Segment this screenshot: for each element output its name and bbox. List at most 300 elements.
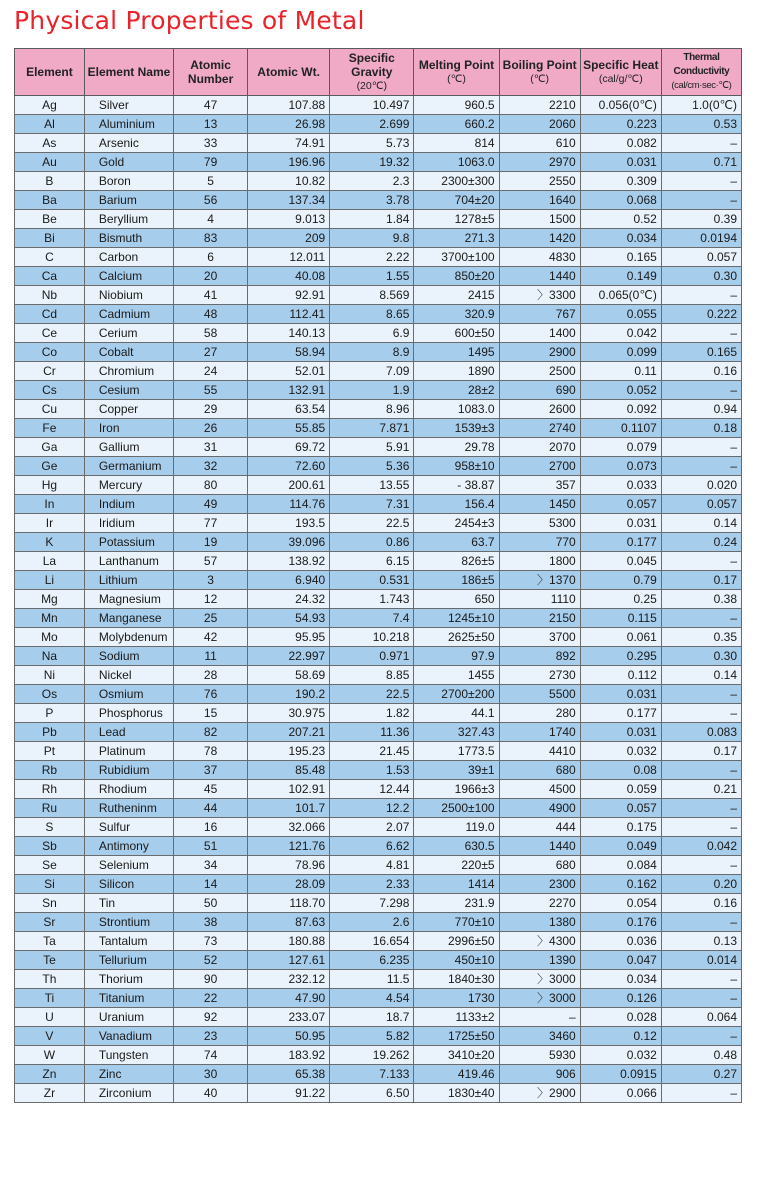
cell-symbol: V bbox=[15, 1027, 85, 1046]
cell-element-name: Osmium bbox=[84, 685, 173, 704]
cell-specific-heat: 0.059 bbox=[580, 780, 661, 799]
cell-atomic-number: 74 bbox=[174, 1046, 248, 1065]
cell-element-name: Antimony bbox=[84, 837, 173, 856]
table-row bbox=[15, 533, 742, 552]
cell-melting-point: 186±5 bbox=[414, 571, 499, 590]
cell-element-name: Mercury bbox=[84, 476, 173, 495]
cell-element-name: Magnesium bbox=[84, 590, 173, 609]
cell-specific-heat: 0.177 bbox=[580, 704, 661, 723]
cell-atomic-number: 73 bbox=[174, 932, 248, 951]
cell-specific-gravity: 5.73 bbox=[330, 134, 414, 153]
cell-symbol: Th bbox=[15, 970, 85, 989]
cell-atomic-number: 19 bbox=[174, 533, 248, 552]
table-row bbox=[15, 96, 742, 115]
cell-symbol: Mo bbox=[15, 628, 85, 647]
cell-specific-heat: 0.031 bbox=[580, 514, 661, 533]
cell-atomic-number: 82 bbox=[174, 723, 248, 742]
cell-specific-heat: 0.061 bbox=[580, 628, 661, 647]
cell-specific-gravity: 8.96 bbox=[330, 400, 414, 419]
cell-atomic-number: 77 bbox=[174, 514, 248, 533]
cell-melting-point: 231.9 bbox=[414, 894, 499, 913]
cell-atomic-number: 51 bbox=[174, 837, 248, 856]
cell-element-name: Tin bbox=[84, 894, 173, 913]
cell-atomic-wt: 87.63 bbox=[248, 913, 330, 932]
cell-element-name: Strontium bbox=[84, 913, 173, 932]
cell-thermal-conductivity: 0.39 bbox=[661, 210, 741, 229]
cell-specific-gravity: 10.218 bbox=[330, 628, 414, 647]
cell-boiling-point: 1110 bbox=[499, 590, 580, 609]
cell-boiling-point: 2700 bbox=[499, 457, 580, 476]
cell-melting-point: 419.46 bbox=[414, 1065, 499, 1084]
cell-atomic-wt: 40.08 bbox=[248, 267, 330, 286]
cell-atomic-number: 49 bbox=[174, 495, 248, 514]
cell-melting-point: 1966±3 bbox=[414, 780, 499, 799]
table-row bbox=[15, 419, 742, 438]
cell-thermal-conductivity: 0.27 bbox=[661, 1065, 741, 1084]
cell-specific-gravity: 2.3 bbox=[330, 172, 414, 191]
cell-atomic-wt: 183.92 bbox=[248, 1046, 330, 1065]
cell-specific-gravity: 7.31 bbox=[330, 495, 414, 514]
cell-element-name: Silicon bbox=[84, 875, 173, 894]
cell-boiling-point: 4830 bbox=[499, 248, 580, 267]
cell-element-name: Lanthanum bbox=[84, 552, 173, 571]
cell-melting-point: 1830±40 bbox=[414, 1084, 499, 1103]
cell-atomic-wt: 50.95 bbox=[248, 1027, 330, 1046]
cell-melting-point: 600±50 bbox=[414, 324, 499, 343]
cell-melting-point: 2415 bbox=[414, 286, 499, 305]
cell-atomic-number: 16 bbox=[174, 818, 248, 837]
cell-atomic-wt: 6.940 bbox=[248, 571, 330, 590]
cell-specific-heat: 0.065(0℃) bbox=[580, 286, 661, 305]
cell-boiling-point: 1380 bbox=[499, 913, 580, 932]
cell-atomic-number: 13 bbox=[174, 115, 248, 134]
cell-atomic-number: 34 bbox=[174, 856, 248, 875]
cell-melting-point: 320.9 bbox=[414, 305, 499, 324]
cell-thermal-conductivity: 0.057 bbox=[661, 495, 741, 514]
cell-element-name: Rhodium bbox=[84, 780, 173, 799]
table-row bbox=[15, 856, 742, 875]
table-row bbox=[15, 894, 742, 913]
cell-thermal-conductivity: 0.16 bbox=[661, 362, 741, 381]
cell-symbol: Co bbox=[15, 343, 85, 362]
cell-atomic-number: 25 bbox=[174, 609, 248, 628]
cell-element-name: Sodium bbox=[84, 647, 173, 666]
cell-boiling-point: 4410 bbox=[499, 742, 580, 761]
header-atomic-number: Atomic Number bbox=[174, 49, 248, 96]
header-specific-heat: Specific Heat (cal/g/℃) bbox=[580, 49, 661, 96]
table-row bbox=[15, 267, 742, 286]
cell-specific-heat: 0.1107 bbox=[580, 419, 661, 438]
cell-melting-point: 450±10 bbox=[414, 951, 499, 970]
cell-boiling-point: 2730 bbox=[499, 666, 580, 685]
cell-symbol: Se bbox=[15, 856, 85, 875]
cell-atomic-wt: 69.72 bbox=[248, 438, 330, 457]
cell-symbol: Al bbox=[15, 115, 85, 134]
table-row bbox=[15, 1046, 742, 1065]
cell-atomic-wt: 58.94 bbox=[248, 343, 330, 362]
cell-atomic-wt: 233.07 bbox=[248, 1008, 330, 1027]
cell-atomic-number: 3 bbox=[174, 571, 248, 590]
cell-boiling-point: 2550 bbox=[499, 172, 580, 191]
cell-atomic-wt: 92.91 bbox=[248, 286, 330, 305]
cell-melting-point: 44.1 bbox=[414, 704, 499, 723]
cell-atomic-number: 31 bbox=[174, 438, 248, 457]
cell-element-name: Iron bbox=[84, 419, 173, 438]
cell-boiling-point: 2070 bbox=[499, 438, 580, 457]
cell-specific-heat: 0.057 bbox=[580, 799, 661, 818]
cell-specific-gravity: 4.54 bbox=[330, 989, 414, 1008]
cell-boiling-point: 4500 bbox=[499, 780, 580, 799]
cell-atomic-number: 92 bbox=[174, 1008, 248, 1027]
cell-melting-point: 2700±200 bbox=[414, 685, 499, 704]
cell-symbol: Ba bbox=[15, 191, 85, 210]
table-row bbox=[15, 685, 742, 704]
cell-atomic-wt: 12.011 bbox=[248, 248, 330, 267]
cell-specific-gravity: 9.8 bbox=[330, 229, 414, 248]
cell-boiling-point: 1740 bbox=[499, 723, 580, 742]
cell-thermal-conductivity: – bbox=[661, 704, 741, 723]
cell-specific-gravity: 4.81 bbox=[330, 856, 414, 875]
cell-specific-heat: 0.099 bbox=[580, 343, 661, 362]
cell-specific-gravity: 0.531 bbox=[330, 571, 414, 590]
cell-element-name: Carbon bbox=[84, 248, 173, 267]
cell-thermal-conductivity: 0.94 bbox=[661, 400, 741, 419]
cell-specific-gravity: 8.65 bbox=[330, 305, 414, 324]
table-row bbox=[15, 457, 742, 476]
cell-specific-heat: 0.223 bbox=[580, 115, 661, 134]
cell-thermal-conductivity: 0.042 bbox=[661, 837, 741, 856]
cell-specific-heat: 0.032 bbox=[580, 1046, 661, 1065]
cell-specific-heat: 0.52 bbox=[580, 210, 661, 229]
cell-atomic-number: 50 bbox=[174, 894, 248, 913]
cell-symbol: Pb bbox=[15, 723, 85, 742]
cell-atomic-number: 52 bbox=[174, 951, 248, 970]
cell-element-name: Manganese bbox=[84, 609, 173, 628]
cell-atomic-wt: 140.13 bbox=[248, 324, 330, 343]
cell-melting-point: 630.5 bbox=[414, 837, 499, 856]
table-row bbox=[15, 723, 742, 742]
cell-thermal-conductivity: – bbox=[661, 685, 741, 704]
cell-boiling-point: 610 bbox=[499, 134, 580, 153]
cell-boiling-point: 2210 bbox=[499, 96, 580, 115]
cell-atomic-number: 76 bbox=[174, 685, 248, 704]
cell-thermal-conductivity: 0.24 bbox=[661, 533, 741, 552]
table-row bbox=[15, 514, 742, 533]
cell-specific-gravity: 21.45 bbox=[330, 742, 414, 761]
cell-specific-heat: 0.149 bbox=[580, 267, 661, 286]
cell-symbol: Hg bbox=[15, 476, 85, 495]
cell-melting-point: 29.78 bbox=[414, 438, 499, 457]
cell-element-name: Aluminium bbox=[84, 115, 173, 134]
cell-melting-point: 960.5 bbox=[414, 96, 499, 115]
header-specific-gravity: Specific Gravity (20℃) bbox=[330, 49, 414, 96]
cell-thermal-conductivity: – bbox=[661, 191, 741, 210]
cell-melting-point: 1245±10 bbox=[414, 609, 499, 628]
cell-element-name: Indium bbox=[84, 495, 173, 514]
cell-melting-point: 28±2 bbox=[414, 381, 499, 400]
table-row bbox=[15, 1027, 742, 1046]
cell-specific-heat: 0.045 bbox=[580, 552, 661, 571]
cell-symbol: Ag bbox=[15, 96, 85, 115]
cell-atomic-wt: 195.23 bbox=[248, 742, 330, 761]
cell-atomic-wt: 196.96 bbox=[248, 153, 330, 172]
cell-specific-heat: 0.052 bbox=[580, 381, 661, 400]
cell-boiling-point: 767 bbox=[499, 305, 580, 324]
cell-specific-gravity: 11.5 bbox=[330, 970, 414, 989]
cell-thermal-conductivity: 0.0194 bbox=[661, 229, 741, 248]
cell-specific-heat: 0.176 bbox=[580, 913, 661, 932]
cell-atomic-number: 80 bbox=[174, 476, 248, 495]
cell-boiling-point: 〉3300 bbox=[499, 286, 580, 305]
cell-specific-heat: 0.177 bbox=[580, 533, 661, 552]
cell-atomic-wt: 85.48 bbox=[248, 761, 330, 780]
cell-thermal-conductivity: 0.71 bbox=[661, 153, 741, 172]
cell-atomic-wt: 114.76 bbox=[248, 495, 330, 514]
table-row bbox=[15, 552, 742, 571]
cell-symbol: Ca bbox=[15, 267, 85, 286]
cell-atomic-number: 20 bbox=[174, 267, 248, 286]
cell-symbol: Au bbox=[15, 153, 85, 172]
cell-thermal-conductivity: 0.165 bbox=[661, 343, 741, 362]
cell-melting-point: 327.43 bbox=[414, 723, 499, 742]
cell-boiling-point: 〉1370 bbox=[499, 571, 580, 590]
cell-symbol: B bbox=[15, 172, 85, 191]
cell-atomic-number: 11 bbox=[174, 647, 248, 666]
table-row bbox=[15, 362, 742, 381]
cell-atomic-wt: 91.22 bbox=[248, 1084, 330, 1103]
table-row bbox=[15, 989, 742, 1008]
cell-specific-heat: 0.057 bbox=[580, 495, 661, 514]
cell-specific-heat: 0.034 bbox=[580, 229, 661, 248]
cell-element-name: Tungsten bbox=[84, 1046, 173, 1065]
cell-symbol: Te bbox=[15, 951, 85, 970]
cell-melting-point: 1455 bbox=[414, 666, 499, 685]
cell-symbol: Ge bbox=[15, 457, 85, 476]
cell-specific-gravity: 12.44 bbox=[330, 780, 414, 799]
cell-specific-gravity: 6.235 bbox=[330, 951, 414, 970]
cell-symbol: Ce bbox=[15, 324, 85, 343]
cell-atomic-wt: 207.21 bbox=[248, 723, 330, 742]
cell-symbol: Cr bbox=[15, 362, 85, 381]
cell-melting-point: 2500±100 bbox=[414, 799, 499, 818]
cell-boiling-point: 2740 bbox=[499, 419, 580, 438]
specific-heat-unit: (cal/g/℃) bbox=[598, 73, 643, 85]
cell-atomic-wt: 180.88 bbox=[248, 932, 330, 951]
table-row bbox=[15, 1065, 742, 1084]
table-row bbox=[15, 343, 742, 362]
cell-atomic-wt: 28.09 bbox=[248, 875, 330, 894]
cell-atomic-number: 48 bbox=[174, 305, 248, 324]
cell-specific-gravity: 13.55 bbox=[330, 476, 414, 495]
cell-symbol: Be bbox=[15, 210, 85, 229]
cell-element-name: Arsenic bbox=[84, 134, 173, 153]
cell-atomic-number: 40 bbox=[174, 1084, 248, 1103]
cell-thermal-conductivity: – bbox=[661, 913, 741, 932]
cell-specific-heat: 0.031 bbox=[580, 153, 661, 172]
table-row bbox=[15, 400, 742, 419]
cell-symbol: Ti bbox=[15, 989, 85, 1008]
cell-symbol: In bbox=[15, 495, 85, 514]
cell-boiling-point: 〉3000 bbox=[499, 989, 580, 1008]
melting-point-unit: (℃) bbox=[447, 73, 466, 85]
cell-symbol: Mg bbox=[15, 590, 85, 609]
cell-boiling-point: 3460 bbox=[499, 1027, 580, 1046]
cell-element-name: Zirconium bbox=[84, 1084, 173, 1103]
cell-specific-gravity: 1.9 bbox=[330, 381, 414, 400]
table-row bbox=[15, 913, 742, 932]
table-row bbox=[15, 248, 742, 267]
cell-atomic-number: 33 bbox=[174, 134, 248, 153]
cell-symbol: P bbox=[15, 704, 85, 723]
header-melting-point: Melting Point (℃) bbox=[414, 49, 499, 96]
cell-melting-point: 63.7 bbox=[414, 533, 499, 552]
cell-element-name: Silver bbox=[84, 96, 173, 115]
cell-symbol: Zn bbox=[15, 1065, 85, 1084]
cell-thermal-conductivity: – bbox=[661, 609, 741, 628]
cell-boiling-point: 690 bbox=[499, 381, 580, 400]
cell-specific-heat: 0.033 bbox=[580, 476, 661, 495]
cell-boiling-point: 1450 bbox=[499, 495, 580, 514]
cell-atomic-number: 5 bbox=[174, 172, 248, 191]
cell-element-name: Gallium bbox=[84, 438, 173, 457]
cell-thermal-conductivity: 0.30 bbox=[661, 647, 741, 666]
cell-boiling-point: 2300 bbox=[499, 875, 580, 894]
cell-boiling-point: 280 bbox=[499, 704, 580, 723]
cell-specific-heat: 0.031 bbox=[580, 685, 661, 704]
cell-atomic-wt: 112.41 bbox=[248, 305, 330, 324]
cell-symbol: Cs bbox=[15, 381, 85, 400]
cell-specific-gravity: 1.55 bbox=[330, 267, 414, 286]
cell-specific-gravity: 1.82 bbox=[330, 704, 414, 723]
cell-boiling-point: 1800 bbox=[499, 552, 580, 571]
cell-element-name: Bismuth bbox=[84, 229, 173, 248]
cell-thermal-conductivity: – bbox=[661, 286, 741, 305]
cell-atomic-number: 83 bbox=[174, 229, 248, 248]
cell-thermal-conductivity: – bbox=[661, 381, 741, 400]
cell-atomic-wt: 190.2 bbox=[248, 685, 330, 704]
cell-boiling-point: 680 bbox=[499, 856, 580, 875]
cell-melting-point: 1133±2 bbox=[414, 1008, 499, 1027]
cell-element-name: Calcium bbox=[84, 267, 173, 286]
cell-melting-point: 220±5 bbox=[414, 856, 499, 875]
cell-atomic-wt: 55.85 bbox=[248, 419, 330, 438]
cell-atomic-number: 4 bbox=[174, 210, 248, 229]
cell-boiling-point: 〉3000 bbox=[499, 970, 580, 989]
cell-melting-point: 958±10 bbox=[414, 457, 499, 476]
table-row bbox=[15, 305, 742, 324]
cell-atomic-number: 38 bbox=[174, 913, 248, 932]
cell-boiling-point: – bbox=[499, 1008, 580, 1027]
cell-atomic-number: 26 bbox=[174, 419, 248, 438]
cell-specific-heat: 0.12 bbox=[580, 1027, 661, 1046]
cell-thermal-conductivity: 0.014 bbox=[661, 951, 741, 970]
cell-symbol: Rb bbox=[15, 761, 85, 780]
header-thermal-conductivity: Thermal Conductivity (cal/cm·sec·℃) bbox=[661, 49, 741, 96]
cell-symbol: Ta bbox=[15, 932, 85, 951]
table-body bbox=[15, 96, 742, 1103]
cell-melting-point: 826±5 bbox=[414, 552, 499, 571]
cell-specific-gravity: 7.4 bbox=[330, 609, 414, 628]
cell-boiling-point: 3700 bbox=[499, 628, 580, 647]
cell-symbol: La bbox=[15, 552, 85, 571]
cell-melting-point: 3410±20 bbox=[414, 1046, 499, 1065]
cell-atomic-wt: 137.34 bbox=[248, 191, 330, 210]
cell-symbol: Rh bbox=[15, 780, 85, 799]
cell-melting-point: 1840±30 bbox=[414, 970, 499, 989]
cell-element-name: Uranium bbox=[84, 1008, 173, 1027]
cell-atomic-number: 57 bbox=[174, 552, 248, 571]
cell-thermal-conductivity: 0.53 bbox=[661, 115, 741, 134]
cell-thermal-conductivity: – bbox=[661, 856, 741, 875]
cell-symbol: As bbox=[15, 134, 85, 153]
cell-melting-point: 1890 bbox=[414, 362, 499, 381]
cell-specific-heat: 0.042 bbox=[580, 324, 661, 343]
table-row bbox=[15, 153, 742, 172]
cell-specific-heat: 0.165 bbox=[580, 248, 661, 267]
table-row bbox=[15, 590, 742, 609]
cell-element-name: Thorium bbox=[84, 970, 173, 989]
table-row bbox=[15, 666, 742, 685]
cell-boiling-point: 1400 bbox=[499, 324, 580, 343]
cell-symbol: Sn bbox=[15, 894, 85, 913]
cell-thermal-conductivity: – bbox=[661, 970, 741, 989]
cell-atomic-number: 14 bbox=[174, 875, 248, 894]
cell-thermal-conductivity: – bbox=[661, 761, 741, 780]
cell-specific-gravity: 0.971 bbox=[330, 647, 414, 666]
cell-symbol: K bbox=[15, 533, 85, 552]
cell-atomic-number: 79 bbox=[174, 153, 248, 172]
cell-atomic-wt: 193.5 bbox=[248, 514, 330, 533]
cell-specific-gravity: 7.133 bbox=[330, 1065, 414, 1084]
cell-melting-point: 39±1 bbox=[414, 761, 499, 780]
cell-specific-gravity: 7.871 bbox=[330, 419, 414, 438]
cell-atomic-wt: 200.61 bbox=[248, 476, 330, 495]
cell-thermal-conductivity: 0.21 bbox=[661, 780, 741, 799]
cell-boiling-point: 770 bbox=[499, 533, 580, 552]
cell-melting-point: 650 bbox=[414, 590, 499, 609]
cell-thermal-conductivity: 0.13 bbox=[661, 932, 741, 951]
cell-boiling-point: 2060 bbox=[499, 115, 580, 134]
cell-specific-gravity: 2.22 bbox=[330, 248, 414, 267]
cell-thermal-conductivity: 0.17 bbox=[661, 571, 741, 590]
cell-atomic-wt: 102.91 bbox=[248, 780, 330, 799]
cell-specific-gravity: 5.82 bbox=[330, 1027, 414, 1046]
cell-melting-point: 156.4 bbox=[414, 495, 499, 514]
cell-boiling-point: 444 bbox=[499, 818, 580, 837]
cell-atomic-wt: 72.60 bbox=[248, 457, 330, 476]
cell-thermal-conductivity: 0.30 bbox=[661, 267, 741, 286]
cell-melting-point: 1278±5 bbox=[414, 210, 499, 229]
cell-specific-heat: 0.175 bbox=[580, 818, 661, 837]
cell-element-name: Molybdenum bbox=[84, 628, 173, 647]
cell-atomic-number: 32 bbox=[174, 457, 248, 476]
cell-boiling-point: 5300 bbox=[499, 514, 580, 533]
cell-melting-point: 1414 bbox=[414, 875, 499, 894]
cell-element-name: Iridium bbox=[84, 514, 173, 533]
table-row bbox=[15, 799, 742, 818]
cell-melting-point: 1063.0 bbox=[414, 153, 499, 172]
cell-boiling-point: 5930 bbox=[499, 1046, 580, 1065]
cell-thermal-conductivity: – bbox=[661, 457, 741, 476]
cell-atomic-wt: 95.95 bbox=[248, 628, 330, 647]
cell-specific-gravity: 7.298 bbox=[330, 894, 414, 913]
cell-atomic-number: 44 bbox=[174, 799, 248, 818]
table-row bbox=[15, 970, 742, 989]
cell-specific-gravity: 1.53 bbox=[330, 761, 414, 780]
cell-melting-point: 2625±50 bbox=[414, 628, 499, 647]
cell-atomic-number: 58 bbox=[174, 324, 248, 343]
cell-specific-heat: 0.036 bbox=[580, 932, 661, 951]
